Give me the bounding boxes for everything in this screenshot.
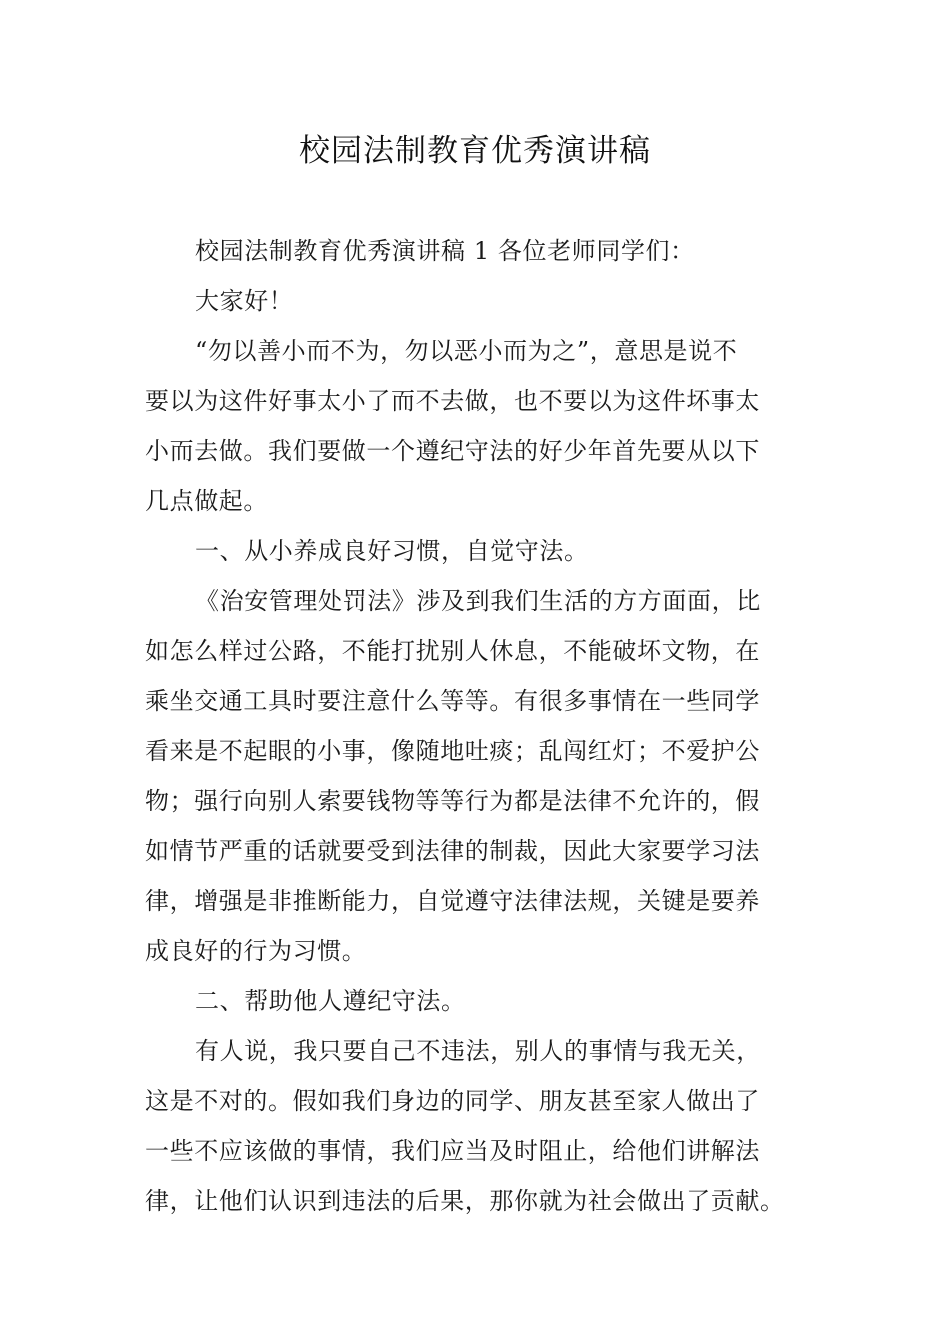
text-line: 几点做起。 [145, 487, 268, 515]
text-line: 如情节严重的话就要受到法律的制裁，因此大家要学习法 [145, 837, 760, 865]
text-line: 二、帮助他人遵纪守法。 [195, 987, 466, 1015]
text-line: 要以为这件好事太小了而不去做，也不要以为这件坏事太 [145, 387, 760, 415]
text-line: 这是不对的。假如我们身边的同学、朋友甚至家人做出了 [145, 1087, 760, 1115]
text-line: 看来是不起眼的小事，像随地吐痰；乱闯红灯；不爱护公 [145, 737, 760, 765]
text-line: 如怎么样过公路，不能打扰别人休息，不能破坏文物，在 [145, 637, 760, 665]
document-body [145, 226, 807, 1226]
paragraph-hello [145, 276, 807, 326]
document-title: 校园法制教育优秀演讲稿 [299, 133, 651, 169]
paragraph-security-law [145, 576, 807, 976]
text-line: 《治安管理处罚法》涉及到我们生活的方方面面，比 [195, 587, 761, 615]
paragraph-help-others [145, 1026, 807, 1226]
text-line: 小而去做。我们要做一个遵纪守法的好少年首先要从以下 [145, 437, 760, 465]
text-line: 物；强行向别人索要钱物等等行为都是法律不允许的，假 [145, 787, 760, 815]
paragraph-proverb [145, 326, 807, 526]
text-line: 乘坐交通工具时要注意什么等等。有很多事情在一些同学 [145, 687, 760, 715]
text-line: 有人说，我只要自己不违法，别人的事情与我无关， [195, 1037, 761, 1065]
text-line: 律，增强是非推断能力，自觉遵守法律法规，关键是要养 [145, 887, 760, 915]
text-line: “勿以善小而不为，勿以恶小而为之”，意思是说不 [195, 337, 738, 365]
paragraph-greeting [145, 226, 807, 276]
section-heading-1 [145, 526, 807, 576]
text-line: 一、从小养成良好习惯，自觉守法。 [195, 537, 589, 565]
text-line: 大家好！ [195, 287, 294, 315]
text-line: 成良好的行为习惯。 [145, 937, 367, 965]
text-line: 校园法制教育优秀演讲稿 1 各位老师同学们： [195, 237, 695, 265]
section-heading-2 [145, 976, 807, 1026]
text-line: 一些不应该做的事情，我们应当及时阻止，给他们讲解法 [145, 1137, 760, 1165]
text-line: 律，让他们认识到违法的后果，那你就为社会做出了贡献。 [145, 1187, 785, 1215]
